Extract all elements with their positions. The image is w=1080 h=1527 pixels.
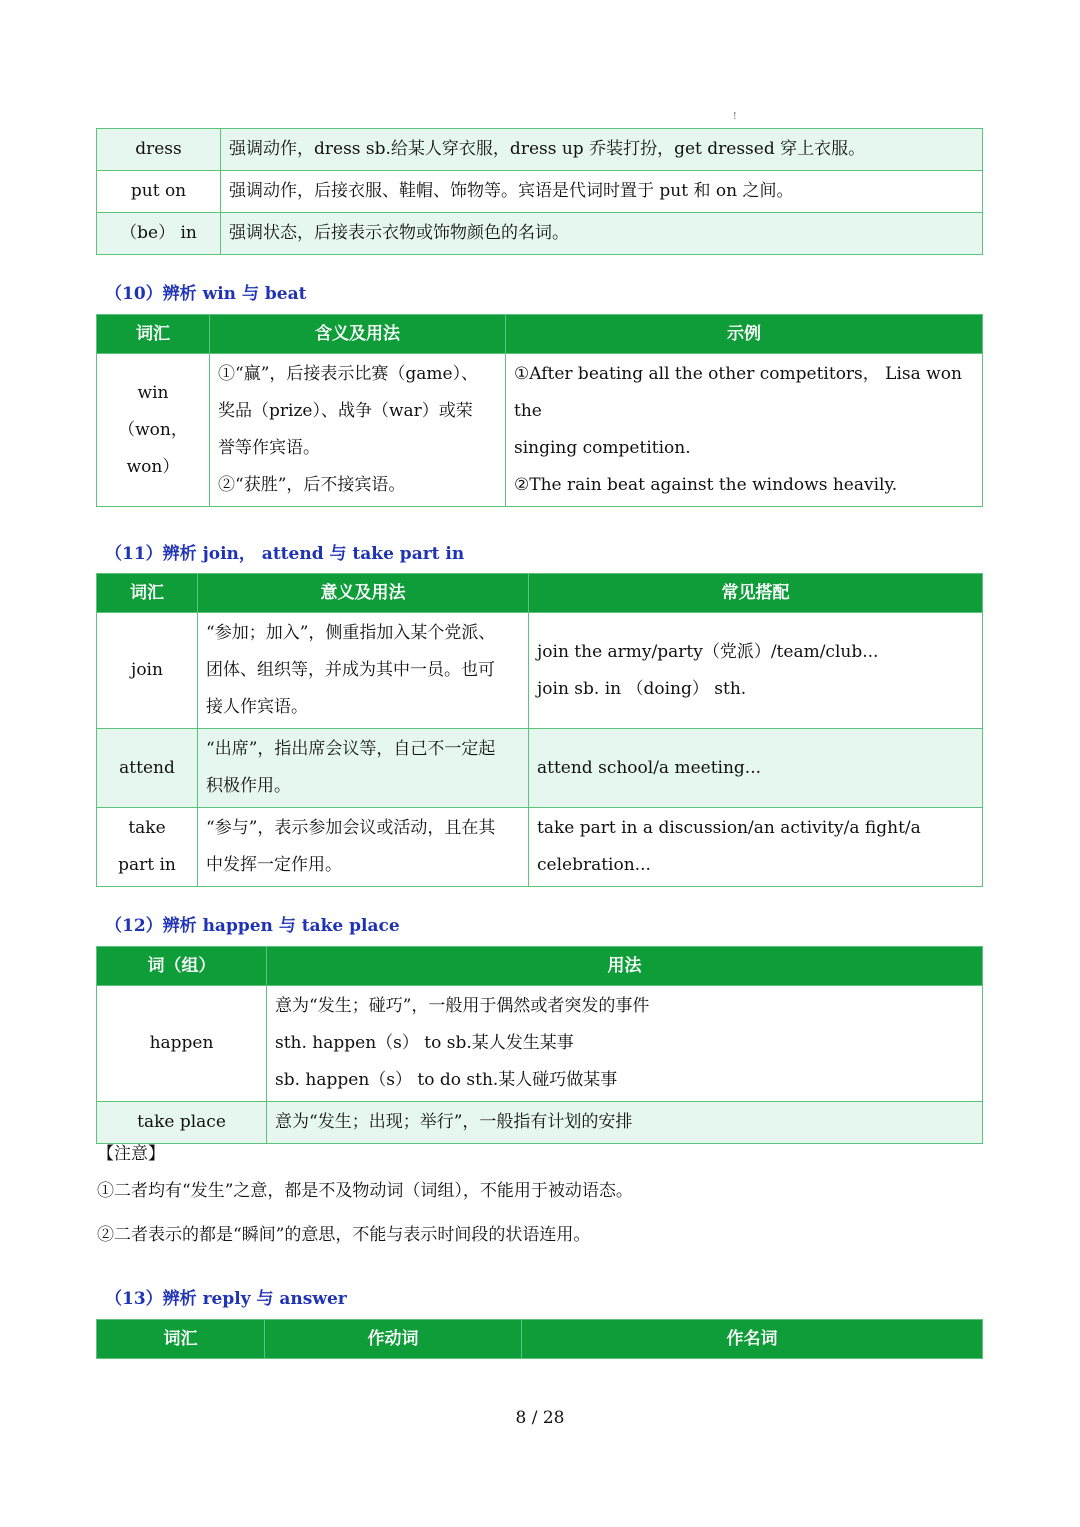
- win-beat-table: [96, 314, 983, 507]
- word-cell: （be） in: [97, 213, 221, 255]
- dress-table: [96, 128, 983, 255]
- word-cell: put on: [97, 171, 221, 213]
- header-cell: 示例: [506, 315, 983, 354]
- word-cell: join: [97, 613, 198, 729]
- table-row: [97, 129, 983, 171]
- reply-answer-table: [96, 1319, 983, 1359]
- happen-table: [96, 946, 983, 1144]
- collocation-cell: take part in a discussion/an activity/a fight/a celebration...: [529, 808, 983, 887]
- usage-line: 团体、组织等，并成为其中一员。也可: [206, 660, 495, 680]
- word-line: win: [137, 382, 169, 403]
- collocation-line: join the army/party（党派）/team/club...: [537, 641, 879, 662]
- word-cell: happen: [97, 986, 267, 1102]
- header-row: [97, 947, 983, 986]
- word-line: （won，: [118, 419, 188, 440]
- header-cell: 词汇: [97, 574, 198, 613]
- word-cell: attend: [97, 729, 198, 808]
- note-item: ①二者均有“发生”之意，都是不及物动词（词组），不能用于被动语态。: [97, 1181, 633, 1201]
- collocation-cell: [529, 613, 983, 729]
- word-cell: [97, 354, 210, 507]
- usage-line: “出席”，指出席会议等，自己不一定起: [206, 739, 496, 759]
- example-line: ①After beating all the other competitors， Lisa won the: [514, 364, 962, 421]
- header-cell: 词（组）: [97, 947, 267, 986]
- usage-line: sth. happen（s） to sb.某人发生某事: [275, 1033, 574, 1053]
- header-cell: 含义及用法: [210, 315, 506, 354]
- usage-line: 积极作用。: [206, 776, 291, 796]
- usage-line: “参加；加入”，侧重指加入某个党派、: [206, 623, 496, 643]
- header-cell: 用法: [267, 947, 983, 986]
- word-line: part in: [118, 855, 176, 875]
- word-cell: take place: [97, 1102, 267, 1144]
- usage-line: 意为“发生；碰巧”，一般用于偶然或者突发的事件: [275, 996, 650, 1016]
- table-row: [97, 213, 983, 255]
- example-line: ②The rain beat against the windows heavily.: [514, 475, 898, 495]
- table-row: [97, 1102, 983, 1144]
- usage-cell: [267, 986, 983, 1102]
- header-cell: 词汇: [97, 315, 210, 354]
- table-row: [97, 354, 983, 507]
- header-row: [97, 1320, 983, 1359]
- usage-line: 誉等作宾语。: [218, 438, 320, 458]
- header-row: [97, 315, 983, 354]
- header-cell: 意义及用法: [198, 574, 529, 613]
- word-line: take: [128, 818, 166, 838]
- table-row: [97, 729, 983, 808]
- header-cell: 常见搭配: [529, 574, 983, 613]
- usage-line: ②“获胜”，后不接宾语。: [218, 475, 406, 495]
- usage-line: 奖品（prize）、战争（war）或荣: [218, 401, 473, 421]
- word-cell: dress: [97, 129, 221, 171]
- collocation-line: join sb. in （doing） sth.: [537, 678, 747, 699]
- usage-cell: 意为“发生；出现；举行”，一般指有计划的安排: [267, 1102, 983, 1144]
- usage-cell: [198, 808, 529, 887]
- header-row: [97, 574, 983, 613]
- usage-cell: [198, 729, 529, 808]
- usage-cell: 强调动作，dress sb.给某人穿衣服，dress up 乔装打扮，get dressed 穿上衣服。: [221, 129, 983, 171]
- header-cell: 作名词: [522, 1320, 983, 1359]
- join-attend-table: [96, 573, 983, 887]
- page-mark: !: [733, 112, 737, 122]
- table-row: [97, 808, 983, 887]
- usage-line: “参与”，表示参加会议或活动，且在其: [206, 818, 496, 838]
- usage-line: 中发挥一定作用。: [206, 855, 342, 875]
- usage-cell: [210, 354, 506, 507]
- note-title: 【注意】: [97, 1144, 165, 1164]
- section-12-title: （12）辨析 happen 与 take place: [105, 916, 400, 936]
- header-cell: 词汇: [97, 1320, 265, 1359]
- usage-cell: 强调动作，后接衣服、鞋帽、饰物等。宾语是代词时置于 put 和 on 之间。: [221, 171, 983, 213]
- usage-cell: 强调状态，后接表示衣物或饰物颜色的名词。: [221, 213, 983, 255]
- example-line: singing competition.: [514, 438, 691, 458]
- section-11-title: （11）辨析 join， attend 与 take part in: [105, 544, 465, 564]
- section-13-title: （13）辨析 reply 与 answer: [105, 1289, 347, 1309]
- table-row: [97, 986, 983, 1102]
- usage-cell: [198, 613, 529, 729]
- section-10-title: （10）辨析 win 与 beat: [105, 284, 307, 304]
- word-line: won）: [126, 456, 180, 477]
- table-row: [97, 171, 983, 213]
- usage-line: 接人作宾语。: [206, 697, 308, 717]
- usage-line: sb. happen（s） to do sth.某人碰巧做某事: [275, 1070, 618, 1090]
- header-cell: 作动词: [265, 1320, 522, 1359]
- note-item: ②二者表示的都是“瞬间”的意思，不能与表示时间段的状语连用。: [97, 1225, 591, 1245]
- page-number: 8 / 28: [515, 1408, 565, 1428]
- usage-line: ①“赢”，后接表示比赛（game）、: [218, 364, 479, 384]
- word-cell: [97, 808, 198, 887]
- example-cell: [506, 354, 983, 507]
- collocation-cell: attend school/a meeting...: [529, 729, 983, 808]
- table-row: [97, 613, 983, 729]
